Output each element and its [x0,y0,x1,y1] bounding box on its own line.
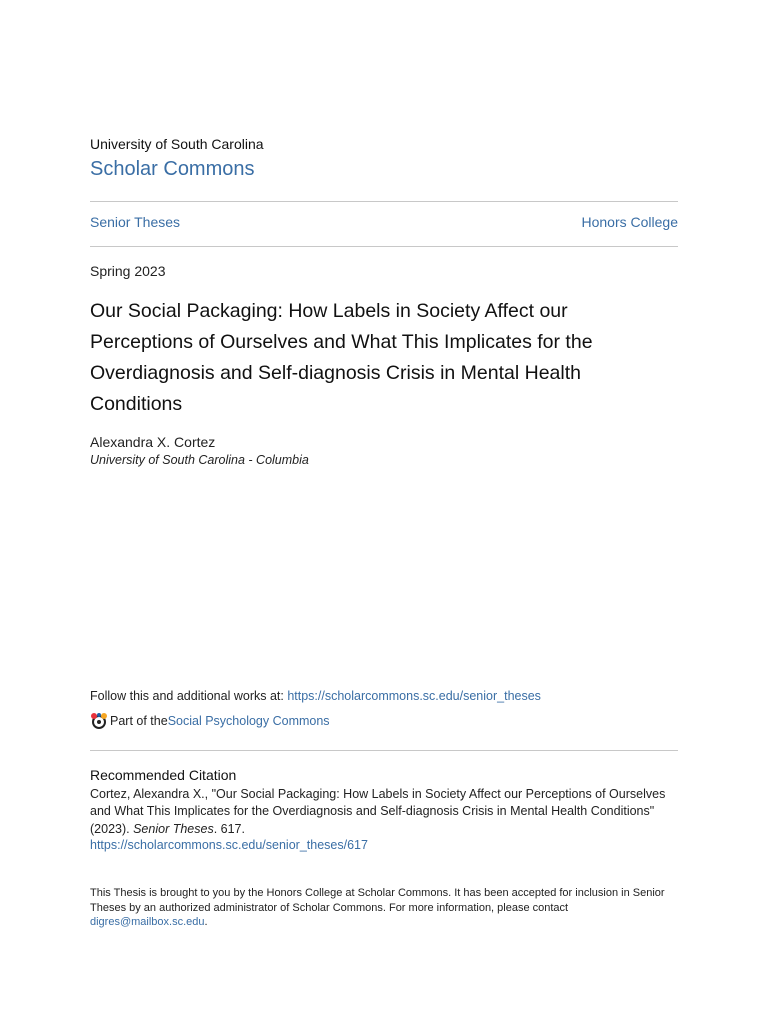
citation-url-link[interactable]: https://scholarcommons.sc.edu/senior_theses/617 [90,838,368,852]
repository-link[interactable]: Scholar Commons [90,158,255,180]
part-of-line [90,712,330,730]
divider-citation [90,750,678,751]
recommended-citation-heading: Recommended Citation [90,767,237,783]
footer-notice [90,886,678,930]
senior-theses-link[interactable]: Senior Theses [90,214,181,230]
citation-body: Cortez, Alexandra X., "Our Social Packaging: How Labels in Society Affect our Perceptions of Ourselves and What This Implicates for the Overdiagnosis and Self-diagnosis Crisis in Mental Health Conditions" (2023). [90,787,666,836]
author-affiliation: University of South Carolina - Columbia [90,453,309,467]
contact-email-link[interactable]: digres@mailbox.sc.edu [90,916,205,929]
part-of-prefix: Part of the [110,714,168,728]
citation-text [90,786,678,838]
honors-college-link[interactable]: Honors College [581,214,678,230]
author-name: Alexandra X. Cortez [90,434,216,450]
footer-text: This Thesis is brought to you by the Honors College at Scholar Commons. It has been accepted for inclusion in Senior Theses by an authorized administrator of Scholar Commons. For more information, please contact [90,887,665,914]
follow-url-link[interactable]: https://scholarcommons.sc.edu/senior_theses [287,689,541,703]
social-psychology-commons-link[interactable]: Social Psychology Commons [167,714,330,728]
thesis-title: Our Social Packaging: How Labels in Society Affect our Perceptions of Ourselves and What This Implicates for the Overdiagnosis and Self-diagnosis Crisis in Mental Health Conditions [90,300,593,415]
divider-top [90,201,678,202]
institution-name: University of South Carolina [90,136,264,152]
publication-date: Spring 2023 [90,263,166,279]
follow-prefix: Follow this and additional works at: [90,689,288,703]
cover-page [90,0,678,1024]
footer-end: . [204,916,208,929]
network-icon [90,712,108,730]
citation-series: Senior Theses [133,821,214,836]
divider-nav [90,246,678,247]
citation-number: . 617. [213,821,245,836]
follow-line [90,689,541,703]
